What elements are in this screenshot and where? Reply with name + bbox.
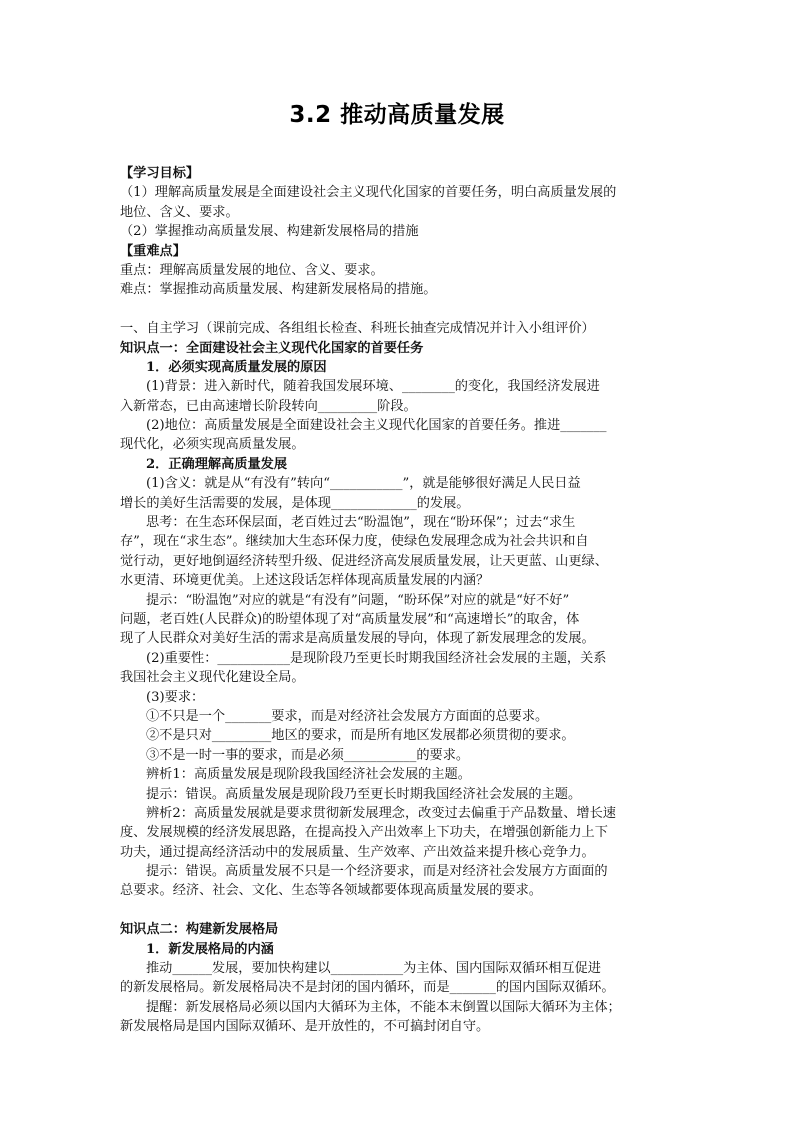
text-line: 问题，老百姓(人民群众)的盼望体现了对“高质量发展”和“高速增长”的取舍，体 [120,611,580,627]
section-heading: 知识点二：构建新发展格局 [120,922,279,938]
section-heading: 【学习目标】 [120,166,200,181]
text-line: (3)要求： [146,689,205,705]
text-line: 重点：理解高质量发展的地位、含义、要求。 [120,262,384,278]
text-line: (1)背景：进入新时代，随着我国发展环境、________的变化，我国经济发展进 [146,379,600,395]
blank-line [120,901,680,920]
section-heading: 2．正确理解高质量发展 [146,456,288,472]
text-line: (2)地位：高质量发展是全面建设社会主义现代化国家的首要任务。推进_______ [146,418,607,434]
text-line: （1）理解高质量发展是全面建设社会主义现代化国家的首要任务，明白高质量发展的 [120,185,617,201]
text-line: 提示：“盼温饱”对应的就是“有没有”问题，“盼环保”对应的就是“好不好” [146,592,570,608]
text-line: 入新常态，已由高速增长阶段转向_________阶段。 [120,398,417,414]
text-line: （2）掌握推动高质量发展、构建新发展格局的措施 [120,224,419,240]
text-line: ①不只是一个_______要求，而是对经济社会发展方方面面的总要求。 [146,708,549,724]
text-line: 新发展格局是国内国际双循环、是开放性的，不可搞封闭自守。 [120,1019,490,1035]
text-line: 一、自主学习（课前完成、各组组长检查、科班长抽查完成情况并计入小组评价） [120,321,595,337]
text-line: 我国社会主义现代化建设全局。 [120,670,305,686]
text-line: 地位、含义、要求。 [120,204,239,220]
text-line: ②不是只对_________地区的要求，而是所有地区发展都必须贯彻的要求。 [146,728,575,744]
text-line: 存”，现在“求生态”。继续加大生态环保力度，使绿色发展理念成为社会共识和自 [120,534,589,550]
text-line: 现代化，必须实现高质量发展。 [120,437,305,453]
section-heading: 【重难点】 [120,243,186,259]
text-line: 辨析2：高质量发展就是要求贯彻新发展理念，改变过去偏重于产品数量、增长速 [146,805,616,821]
text-line: 水更清、环境更优美。上述这段话怎样体现高质量发展的内涵？ [120,573,490,589]
text-line: 提示：错误。高质量发展不只是一个经济要求，而是对经济社会发展方方面面的 [146,864,608,880]
section-heading: 知识点一：全面建设社会主义现代化国家的首要任务 [120,340,424,356]
text-line: 总要求。经济、社会、文化、生态等各领域都要体现高质量发展的要求。 [120,883,542,899]
text-line: 难点：掌握推动高质量发展、构建新发展格局的措施。 [120,282,437,298]
text-line: 的新发展格局。新发展格局决不是封闭的国内循环，而是_______的国内国际双循环。 [120,980,615,996]
text-line: 现了人民群众对美好生活的需求是高质量发展的导向，体现了新发展理念的发展。 [120,631,595,647]
blank-line [120,300,680,319]
text-line: (1)含义：就是从“有没有”转向“___________”，就是能够很好满足人民日益 [146,476,581,492]
text-line: 推动______发展，要加快构建以___________为主体、国内国际双循环相互促进 [146,961,601,977]
document-body [120,164,680,1037]
page-title: 3.2 推动高质量发展 [289,102,505,128]
text-line: ③不是一时一事的要求，而是必须___________的要求。 [146,747,470,763]
section-heading: 1．新发展格局的内涵 [146,941,274,957]
section-heading: 1．必须实现高质量发展的原因 [146,359,327,375]
text-line: 辨析1：高质量发展是现阶段我国经济社会发展的主题。 [146,767,471,783]
text-line: 功夫，通过提高经济活动中的发展质量、生产效率、产出效益来提升核心竞争力。 [120,844,595,860]
text-line: (2)重要性：___________是现阶段乃至更长时期我国经济社会发展的主题，关系 [146,650,607,666]
text-line: 思考：在生态环保层面，老百姓过去“盼温饱”，现在“盼环保”；过去“求生 [146,515,576,531]
text-line: 提示：错误。高质量发展是现阶段乃至更长时期我国经济社会发展的主题。 [146,786,582,802]
text-line: 觉行动，更好地倒逼经济转型升级、促进经济高发展质量发展，让天更蓝、山更绿、 [120,553,608,569]
text-line: 度、发展规模的经济发展思路，在提高投入产出效率上下功夫，在增强创新能力上下 [120,825,608,841]
text-line: 增长的美好生活需要的发展，是体现_____________的发展。 [120,495,470,511]
text-line: 提醒：新发展格局必须以国内大循环为主体，不能本末倒置以国际大循环为主体； [146,999,621,1015]
